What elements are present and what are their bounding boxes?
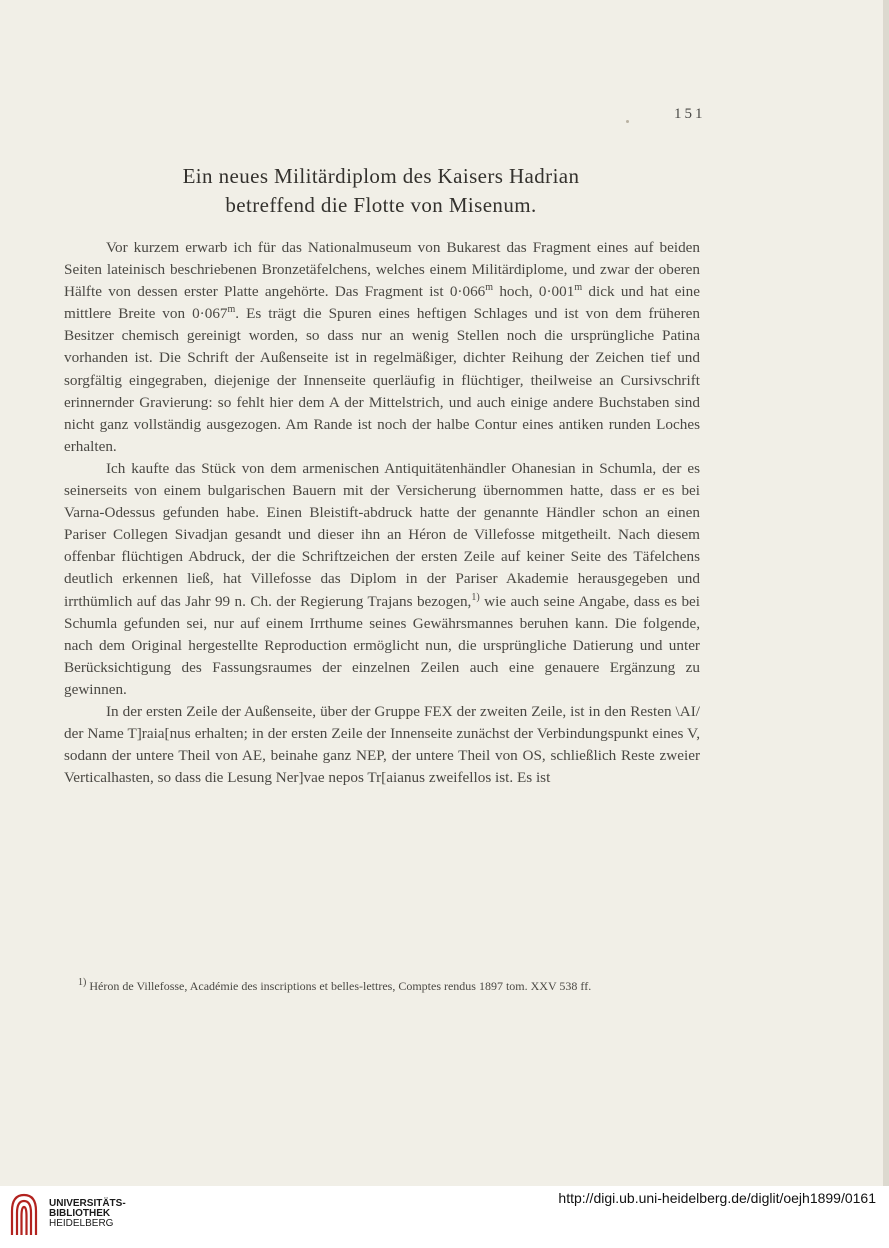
page-edge [883,0,889,1186]
source-url-link[interactable]: http://digi.ub.uni-heidelberg.de/diglit/oejh1899/0161 [558,1190,876,1206]
university-library-logo-icon [9,1191,39,1236]
page-number: 151 [674,106,706,122]
paragraph-text: Ich kaufte das Stück von dem armenischen Antiquitätenhändler Ohanesian in Schumla, der es seinerseits von einem bulgarischen Bauern mit der Versicherung übernommen hatte, dass er es bei Varna-Odessus gefunden habe. Einen Bleistift-abdruck hatte der genannte Händler schon an einen Pariser Collegen Sivadjan gesandt und dieser ihn an Héron de Villefosse mitgetheilt. Nach diesem offenbar flüchtigen Abdruck, der die Schriftzeichen der ersten Zeile auf keiner Seite des Täfelchens deutlich erkennen ließ, hat Villefosse das Diplom in der Pariser Akademie herausgegeben und irrthümlich auf das Jahr 99 n. Ch. der Regierung Trajans bezogen, [64,459,700,610]
article-body [64,237,700,789]
footnote-text: Héron de Villefosse, Académie des inscriptions et belles-lettres, Comptes rendus 1897 tom. XXV 538 ff. [86,979,592,993]
body-paragraph [64,458,700,701]
paragraph-text: . Es trägt die Spuren eines heftigen Schlages und ist von dem früheren Besitzer chemisch gereinigt worden, so dass nur an wenig Stellen noch die ursprüngliche Patina vorhanden ist. Die Schrift der Außenseite ist in regelmäßiger, dichter Reihung der Zeichen tief und sorgfältig eingegraben, diejenige der Innenseite querläufig in flüchtiger, theilweise an Cursivschrift erinnernder Gravierung: so fehlt hier dem A der Mittelstrich, und auch einige andere Buchstaben sind nicht ganz vollständig ausgezogen. Am Rande ist noch der halbe Contur eines antiken runden Loches erhalten. [64,305,700,455]
superscript: 1) [471,591,480,603]
paragraph-text: Vor kurzem erwarb ich für das Nationalmuseum von Bukarest das Fragment eines auf beiden Seiten lateinisch beschriebenen Bronzetäfelchens, welches einem Militärdiplome, und zwar der oberen Hälfte von dessen erster Platte angehörte. Das Fragment ist 0·066 [64,239,700,301]
title-line-2: betreffend die Flotte von Misenum. [225,193,537,217]
library-name-line-3: HEIDELBERG [49,1218,114,1229]
footnote-mark: 1) [78,977,87,988]
library-name-line-2: BIBLIOTHEK [49,1208,111,1219]
body-paragraph [64,701,700,789]
paragraph-text: dick und hat eine mittlere Breite von 0·067 [64,283,700,323]
footnote [64,978,700,994]
paragraph-text: In der ersten Zeile der Außenseite, über der Gruppe FEX der zweiten Zeile, ist in den Resten \AI/ der Name T]raia[nus erhalten; in der ersten Zeile der Innenseite zunächst der Verbindungspunkt eines V, sodann der untere Theil von AE, beinahe ganz NEP, der untere Theil von OS, schließlich Reste zweier Verticalhasten, so dass die Lesung Ner]vae nepos Tr[aianus zweifellos ist. Es ist [64,702,700,787]
article-title [60,162,702,220]
paragraph-text: hoch, 0·001 [493,283,575,301]
footnotes [64,978,700,994]
body-paragraph [64,237,700,458]
library-name-line-1: UNIVERSITÄTS- [49,1198,126,1209]
title-line-1: Ein neues Militärdiplom des Kaisers Hadrian [182,164,580,188]
superscript: m [485,282,494,294]
paper-spot [626,120,629,123]
paragraph-text: wie auch seine Angabe, dass es bei Schumla gefunden sei, nur auf einem Irrthume seines Gewährsmannes beruhen kann. Die folgende, nach dem Original hergestellte Reproduction ermöglicht nun, die ursprüngliche Datierung und unter Berücksichtigung des Fassungsraumes der einzelnen Zeilen auch eine genauere Ergänzung zu gewinnen. [64,592,700,698]
library-name [49,1199,126,1229]
superscript: m [574,282,583,294]
superscript: m [227,304,236,316]
